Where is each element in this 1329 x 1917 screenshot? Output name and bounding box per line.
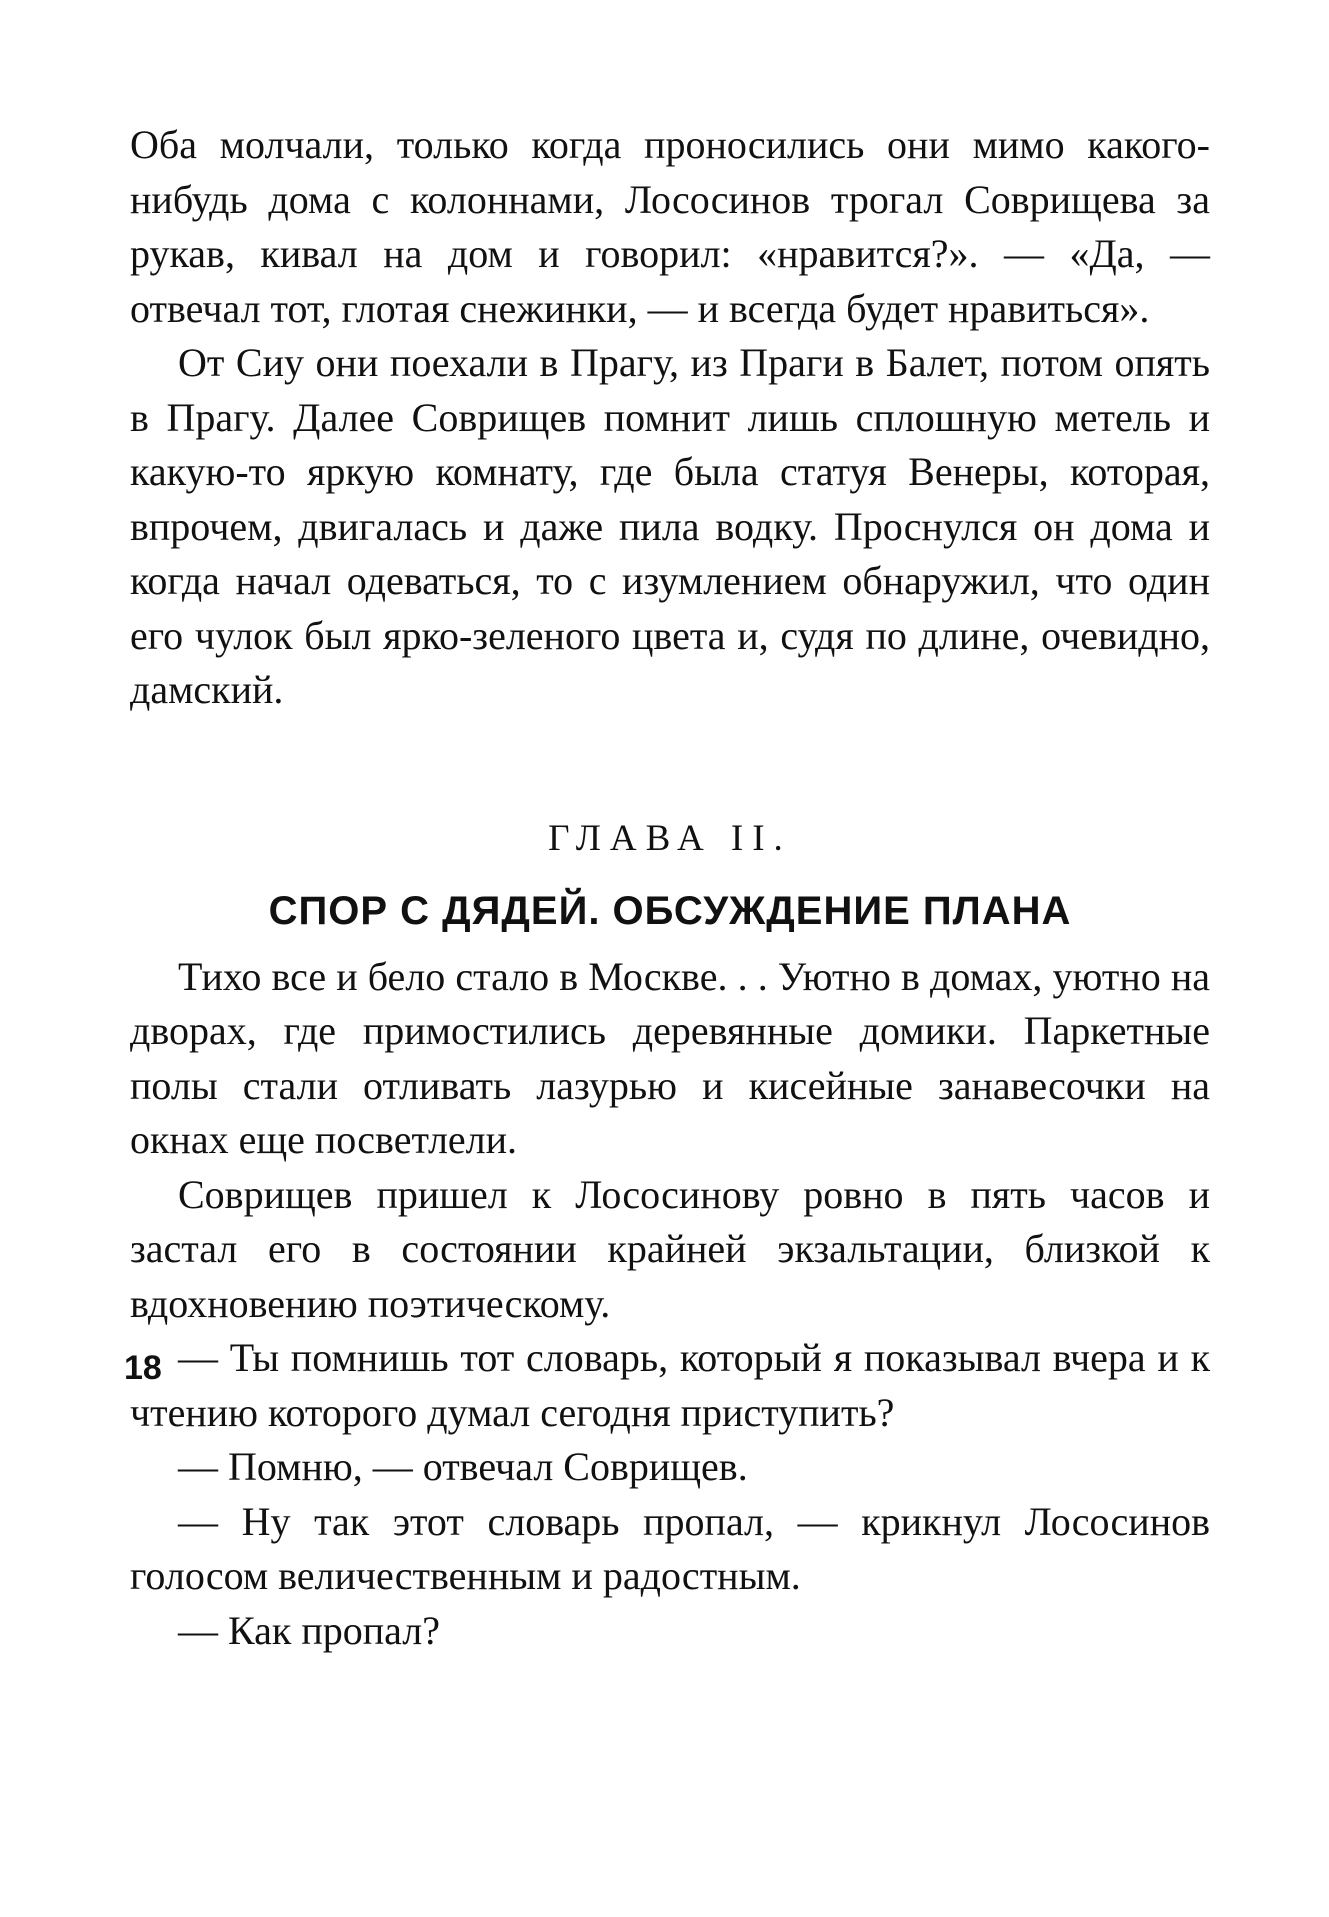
paragraph: Соврищев пришел к Лососинову ровно в пять часов и застал его в состоянии крайней экзальтации, близкой к вдохновению поэтическому.	[130, 1171, 1210, 1326]
dialogue-line: — Ты помнишь тот словарь, который я показывал вчера и к чтению которого думал сегодня приступить?	[130, 1335, 1210, 1435]
paragraph: От Сиу они поехали в Прагу, из Праги в Балет, потом опять в Прагу. Далее Соврищев помнит лишь сплошную метель и какую-то яркую комнату, где была статуя Венеры, которая, впрочем, двигалась и даже пила водку. Проснулся он дома и когда начал одеваться, то с изумлением обнаружил, что один его чулок был ярко-зеленого цвета и, судя по длине, очевидно, дамский.	[130, 340, 1210, 712]
dialogue-line: — Помню, — отвечал Соврищев.	[178, 1444, 748, 1489]
book-page	[130, 118, 1210, 1658]
paragraph: Оба молчали, только когда проносились они мимо какого-нибудь дома с колоннами, Лососинов трогал Соврищева за рукав, кивал на дом и говорил: «нравится?». — «Да, — отвечал тот, глотая снежинки, — и всегда будет нравиться».	[130, 122, 1210, 331]
dialogue-line: — Как пропал?	[178, 1607, 440, 1653]
chapter-title: СПОР С ДЯДЕЙ. ОБСУЖДЕНИЕ ПЛАНА	[268, 888, 1072, 933]
paragraph: Тихо все и бело стало в Москве. . . Уютно в домах, уютно на дворах, где примостились деревянные домики. Паркетные полы стали отливать лазурью и кисейные занавесочки на окнах еще посветлели.	[130, 953, 1210, 1162]
page-number: 18	[124, 1349, 162, 1387]
chapter-label: ГЛАВА II.	[548, 817, 792, 859]
dialogue-line: — Ну так этот словарь пропал, — крикнул Лососинов голосом величественным и радостным.	[130, 1498, 1210, 1598]
